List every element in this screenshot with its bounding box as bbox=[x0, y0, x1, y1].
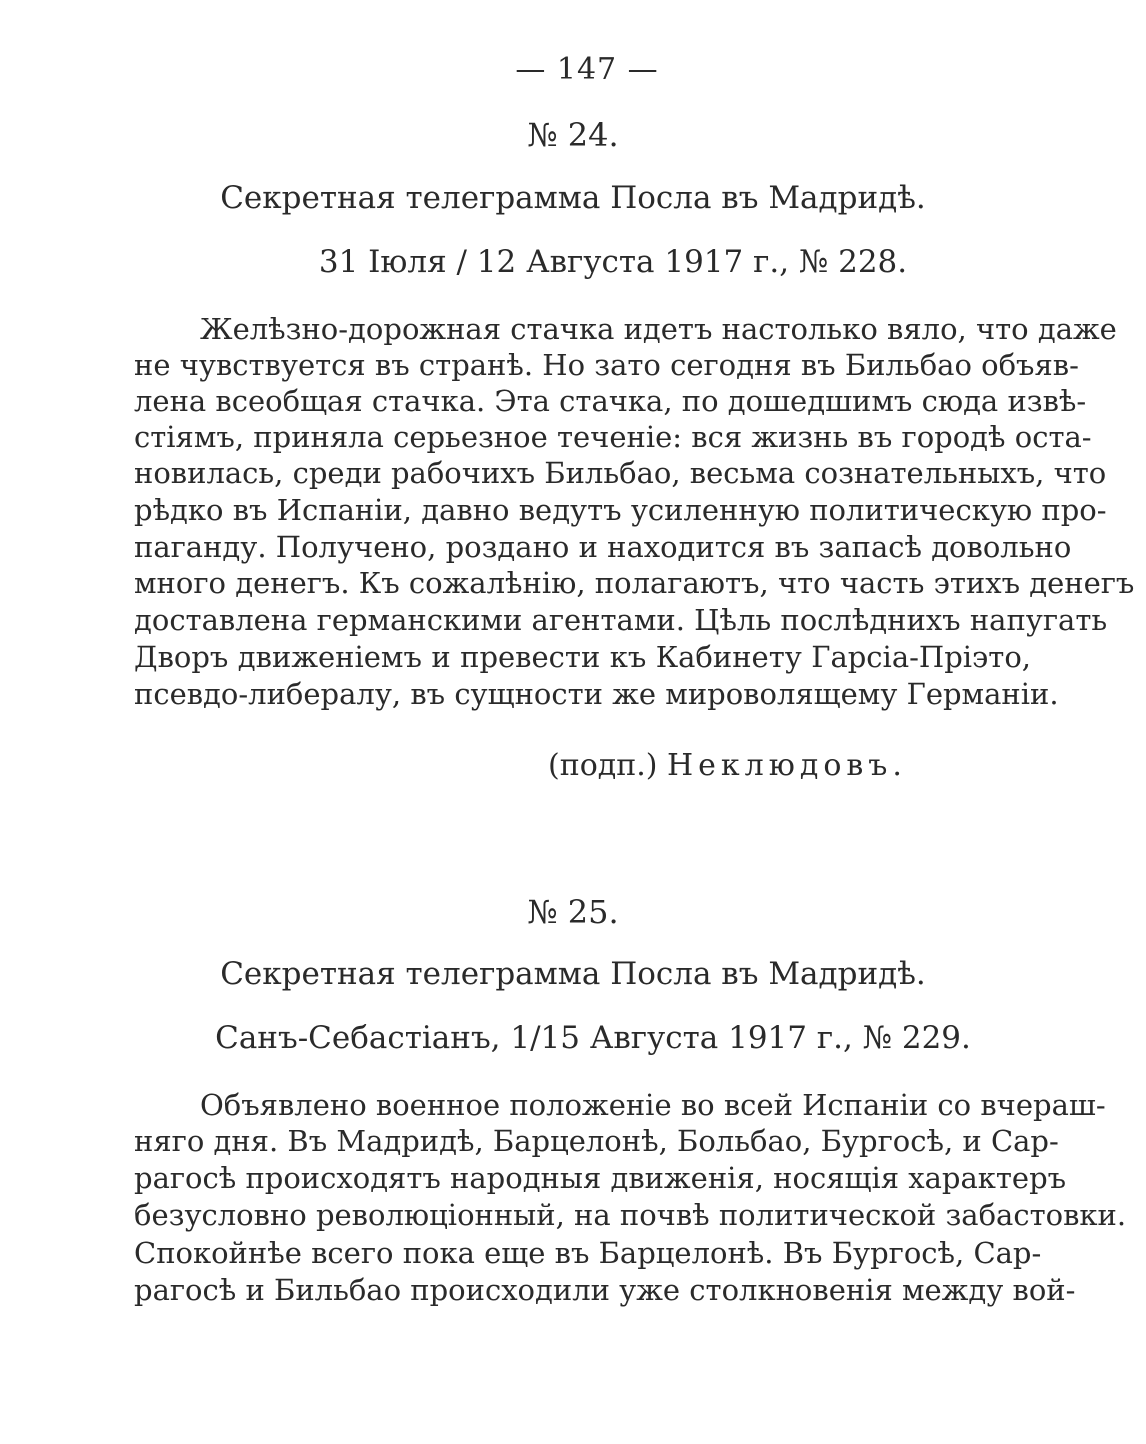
text-line: не чувствуется въ странѣ. Но зато сегодня въ Бильбао объяв- bbox=[134, 348, 1079, 382]
document-date: Санъ-Себастіанъ, 1/15 Августа 1917 г., № 229. bbox=[215, 1020, 971, 1056]
document-number: № 24. bbox=[527, 116, 619, 154]
text-line: псевдо-либералу, въ сущности же мироволящему Германіи. bbox=[134, 677, 1059, 711]
text-line: рагосѣ и Бильбао происходили уже столкновенія между вой- bbox=[134, 1273, 1076, 1307]
text-line: Спокойнѣе всего пока еще въ Барцелонѣ. Въ Бургосѣ, Сар- bbox=[134, 1236, 1042, 1270]
document-title: Секретная телеграмма Посла въ Мадридѣ. bbox=[220, 956, 926, 992]
signature bbox=[548, 748, 907, 783]
signature-prefix: (подп.) bbox=[548, 748, 658, 783]
text-line: стіямъ, приняла серьезное теченіе: вся жизнь въ городѣ оста- bbox=[134, 420, 1092, 454]
text-line: Желѣзно-дорожная стачка идетъ настолько вяло, что даже bbox=[200, 312, 1117, 346]
text-line: няго дня. Въ Мадридѣ, Барцелонѣ, Больбао, Бургосѣ, и Сар- bbox=[134, 1124, 1059, 1158]
text-line: лена всеобщая стачка. Эта стачка, по дошедшимъ сюда извѣ- bbox=[134, 384, 1087, 418]
text-line: паганду. Получено, роздано и находится въ запасѣ довольно bbox=[134, 530, 1072, 564]
text-line: безусловно революціонный, на почвѣ политической забастовки. bbox=[134, 1198, 1127, 1232]
document-number: № 25. bbox=[527, 893, 619, 931]
text-line: новилась, среди рабочихъ Бильбао, весьма сознательныхъ, что bbox=[134, 456, 1107, 490]
text-line: Дворъ движеніемъ и превести къ Кабинету Гарсіа-Пріэто, bbox=[134, 640, 1031, 674]
text-line: Объявлено военное положеніе во всей Испаніи со вчераш- bbox=[200, 1088, 1106, 1122]
text-line: много денегъ. Къ сожалѣнію, полагаютъ, что часть этихъ денегъ bbox=[134, 566, 1135, 600]
document-date: 31 Іюля / 12 Августа 1917 г., № 228. bbox=[318, 244, 908, 280]
signature-name: Неклюдовъ. bbox=[667, 748, 907, 783]
text-line: рѣдко въ Испаніи, давно ведутъ усиленную политическую про- bbox=[134, 493, 1107, 527]
text-line: рагосѣ происходятъ народныя движенія, носящія характеръ bbox=[134, 1161, 1067, 1195]
text-line: доставлена германскими агентами. Цѣль послѣднихъ напугать bbox=[134, 603, 1108, 637]
page-number: — 147 — bbox=[515, 52, 659, 87]
document-title: Секретная телеграмма Посла въ Мадридѣ. bbox=[220, 180, 926, 216]
